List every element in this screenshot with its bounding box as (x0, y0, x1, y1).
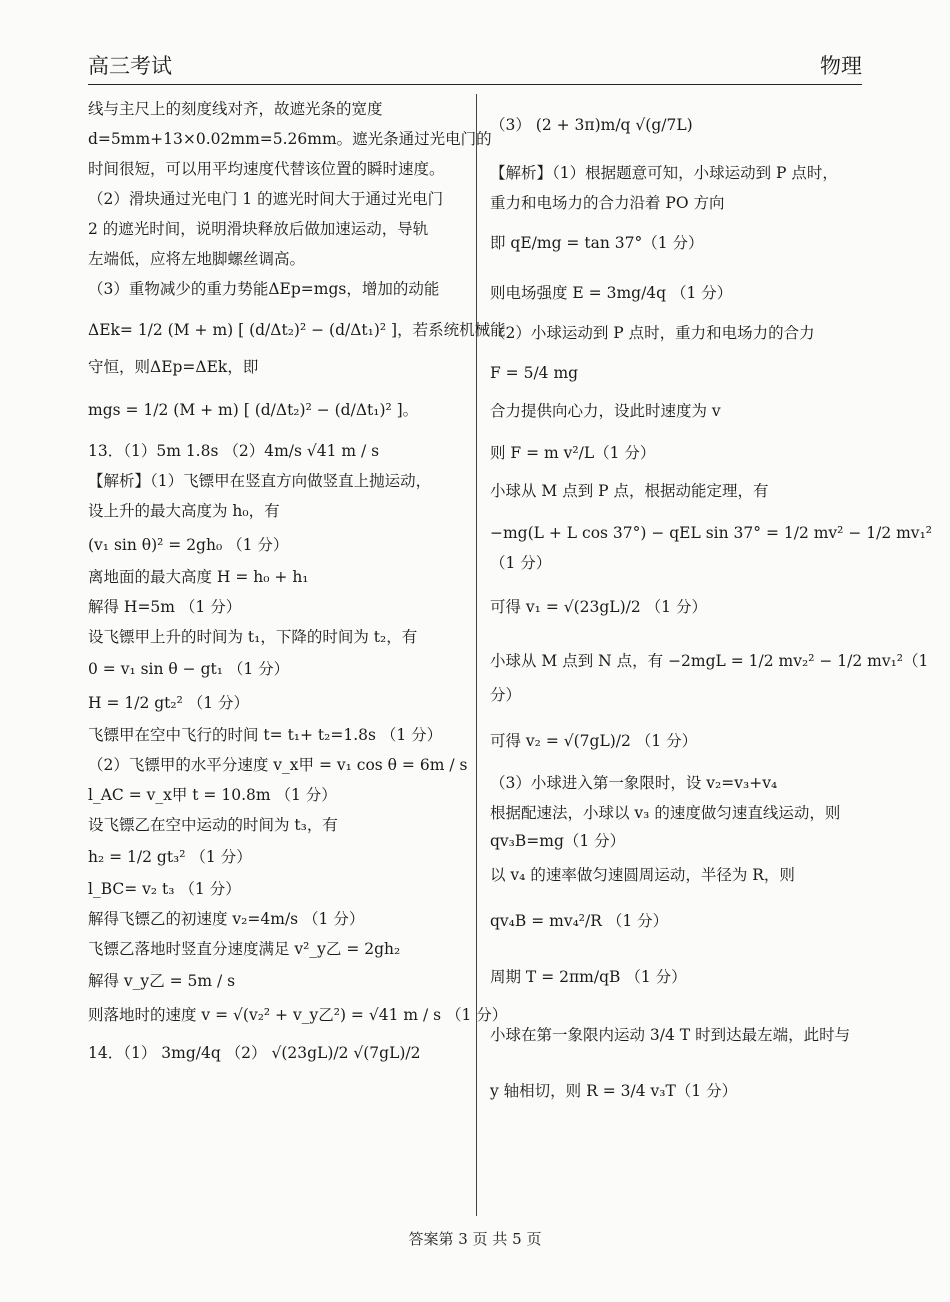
text-line: 重力和电场力的合力沿着 PO 方向 (490, 194, 725, 212)
formula-line: 小球从 M 点到 N 点，有 −2mgL = 1/2 mv₂² − 1/2 mv₁²（1 (490, 652, 929, 670)
text-line: （3）小球进入第一象限时，设 v₂=v₃+v₄ (490, 774, 778, 792)
formula-line: 可得 v₂ = √(7gL)/2 （1 分） (490, 732, 698, 750)
text-line: 设上升的最大高度为 h₀，有 (88, 502, 280, 520)
text-line: 【解析】（1）飞镖甲在竖直方向做竖直上抛运动， (88, 472, 432, 490)
formula-line: −mg(L + L cos 37°) − qEL sin 37° = 1/2 mv² − 1/2 mv₁² (490, 524, 932, 542)
text-line: （3）重物减少的重力势能ΔEp=mgs，增加的动能 (88, 280, 440, 298)
text-line: （2）滑块通过光电门 1 的遮光时间大于通过光电门 (88, 190, 444, 208)
formula-line: 飞镖乙落地时竖直分速度满足 v²_y乙 = 2gh₂ (88, 940, 401, 958)
text-line: （1 分） (490, 554, 552, 572)
text-line: 合力提供向心力，设此时速度为 v (490, 402, 721, 420)
formula-line: l_BC= v₂ t₃ （1 分） (88, 880, 241, 898)
text-line: 守恒，则ΔEp=ΔEk，即 (88, 358, 259, 376)
subject-title: 物理 (820, 54, 862, 78)
formula-line: 则电场强度 E = 3mg/4q （1 分） (490, 284, 733, 302)
formula-line: 周期 T = 2πm/qB （1 分） (490, 968, 687, 986)
formula-line: 小球在第一象限内运动 3/4 T 时到达最左端，此时与 (490, 1026, 851, 1044)
text-line: 设飞镖乙在空中运动的时间为 t₃，有 (88, 816, 338, 834)
formula-line: ΔEk= 1/2 (M + m) [ (d/Δt₂)² − (d/Δt₁)² ]，若系统机械能 (88, 321, 506, 339)
answer-line: 13．（1）5m 1.8s （2）4m/s √41 m / s (88, 442, 380, 460)
formula-line: 则 F = m v²/L（1 分） (490, 444, 656, 462)
text-line: 解得飞镖乙的初速度 v₂=4m/s （1 分） (88, 910, 365, 928)
text-line: 【解析】（1）根据题意可知，小球运动到 P 点时， (490, 164, 838, 182)
right-column (490, 98, 932, 1100)
formula-line: F = 5/4 mg (490, 364, 579, 382)
text-line: 飞镖甲在空中飞行的时间 t= t₁+ t₂=1.8s （1 分） (88, 726, 443, 744)
formula-line: （2）飞镖甲的水平分速度 v_x甲 = v₁ cos θ = 6m / s (88, 756, 468, 774)
formula-line: H = 1/2 gt₂² （1 分） (88, 694, 250, 712)
formula-line: 可得 v₁ = √(23gL)/2 （1 分） (490, 598, 707, 616)
page-header (88, 44, 862, 85)
text-line: （2）小球运动到 P 点时，重力和电场力的合力 (490, 324, 815, 342)
formula-line: qv₄B = mv₄²/R （1 分） (490, 912, 669, 930)
text-line: 小球从 M 点到 P 点，根据动能定理，有 (490, 482, 769, 500)
formula-line: qv₃B=mg（1 分） (490, 832, 626, 850)
text-line: 以 v₄ 的速率做匀速圆周运动，半径为 R，则 (490, 866, 795, 884)
text-line: 时间很短，可以用平均速度代替该位置的瞬时速度。 (88, 160, 445, 178)
text-line: 2 的遮光时间，说明滑块释放后做加速运动，导轨 (88, 220, 429, 238)
formula-line: l_AC = v_x甲 t = 10.8m （1 分） (88, 786, 337, 804)
formula-line: h₂ = 1/2 gt₃² （1 分） (88, 848, 252, 866)
answer-line: 14．（1） 3mg/4q （2） √(23gL)/2 √(7gL)/2 (88, 1044, 421, 1062)
text-line: 根据配速法，小球以 v₃ 的速度做匀速直线运动，则 (490, 804, 841, 822)
formula-line: 0 = v₁ sin θ − gt₁ （1 分） (88, 660, 290, 678)
text-line: 左端低，应将左地脚螺丝调高。 (88, 250, 306, 268)
text-line: 分） (490, 686, 522, 704)
text-line: d=5mm+13×0.02mm=5.26mm。遮光条通过光电门的 (88, 130, 492, 148)
formula-line: (v₁ sin θ)² = 2gh₀ （1 分） (88, 536, 289, 554)
column-divider (476, 94, 477, 1216)
answer-line: （3） (2 + 3π)m/q √(g/7L) (490, 116, 693, 134)
text-line: 解得 H=5m （1 分） (88, 598, 242, 616)
formula-line: y 轴相切，则 R = 3/4 v₃T（1 分） (490, 1082, 738, 1100)
left-column (88, 98, 508, 1062)
formula-line: 即 qE/mg = tan 37°（1 分） (490, 234, 704, 252)
page-footer: 答案第 3 页 共 5 页 (408, 1230, 542, 1248)
formula-line: 解得 v_y乙 = 5m / s (88, 972, 236, 990)
formula-line: 离地面的最大高度 H = h₀ + h₁ (88, 568, 309, 586)
text-line: 线与主尺上的刻度线对齐，故遮光条的宽度 (88, 100, 383, 118)
text-line: 设飞镖甲上升的时间为 t₁，下降的时间为 t₂，有 (88, 628, 418, 646)
exam-title: 高三考试 (88, 54, 172, 78)
formula-line: 则落地时的速度 v = √(v₂² + v_y乙²) = √41 m / s （1 分） (88, 1006, 508, 1024)
formula-line: mgs = 1/2 (M + m) [ (d/Δt₂)² − (d/Δt₁)² ]。 (88, 401, 419, 419)
